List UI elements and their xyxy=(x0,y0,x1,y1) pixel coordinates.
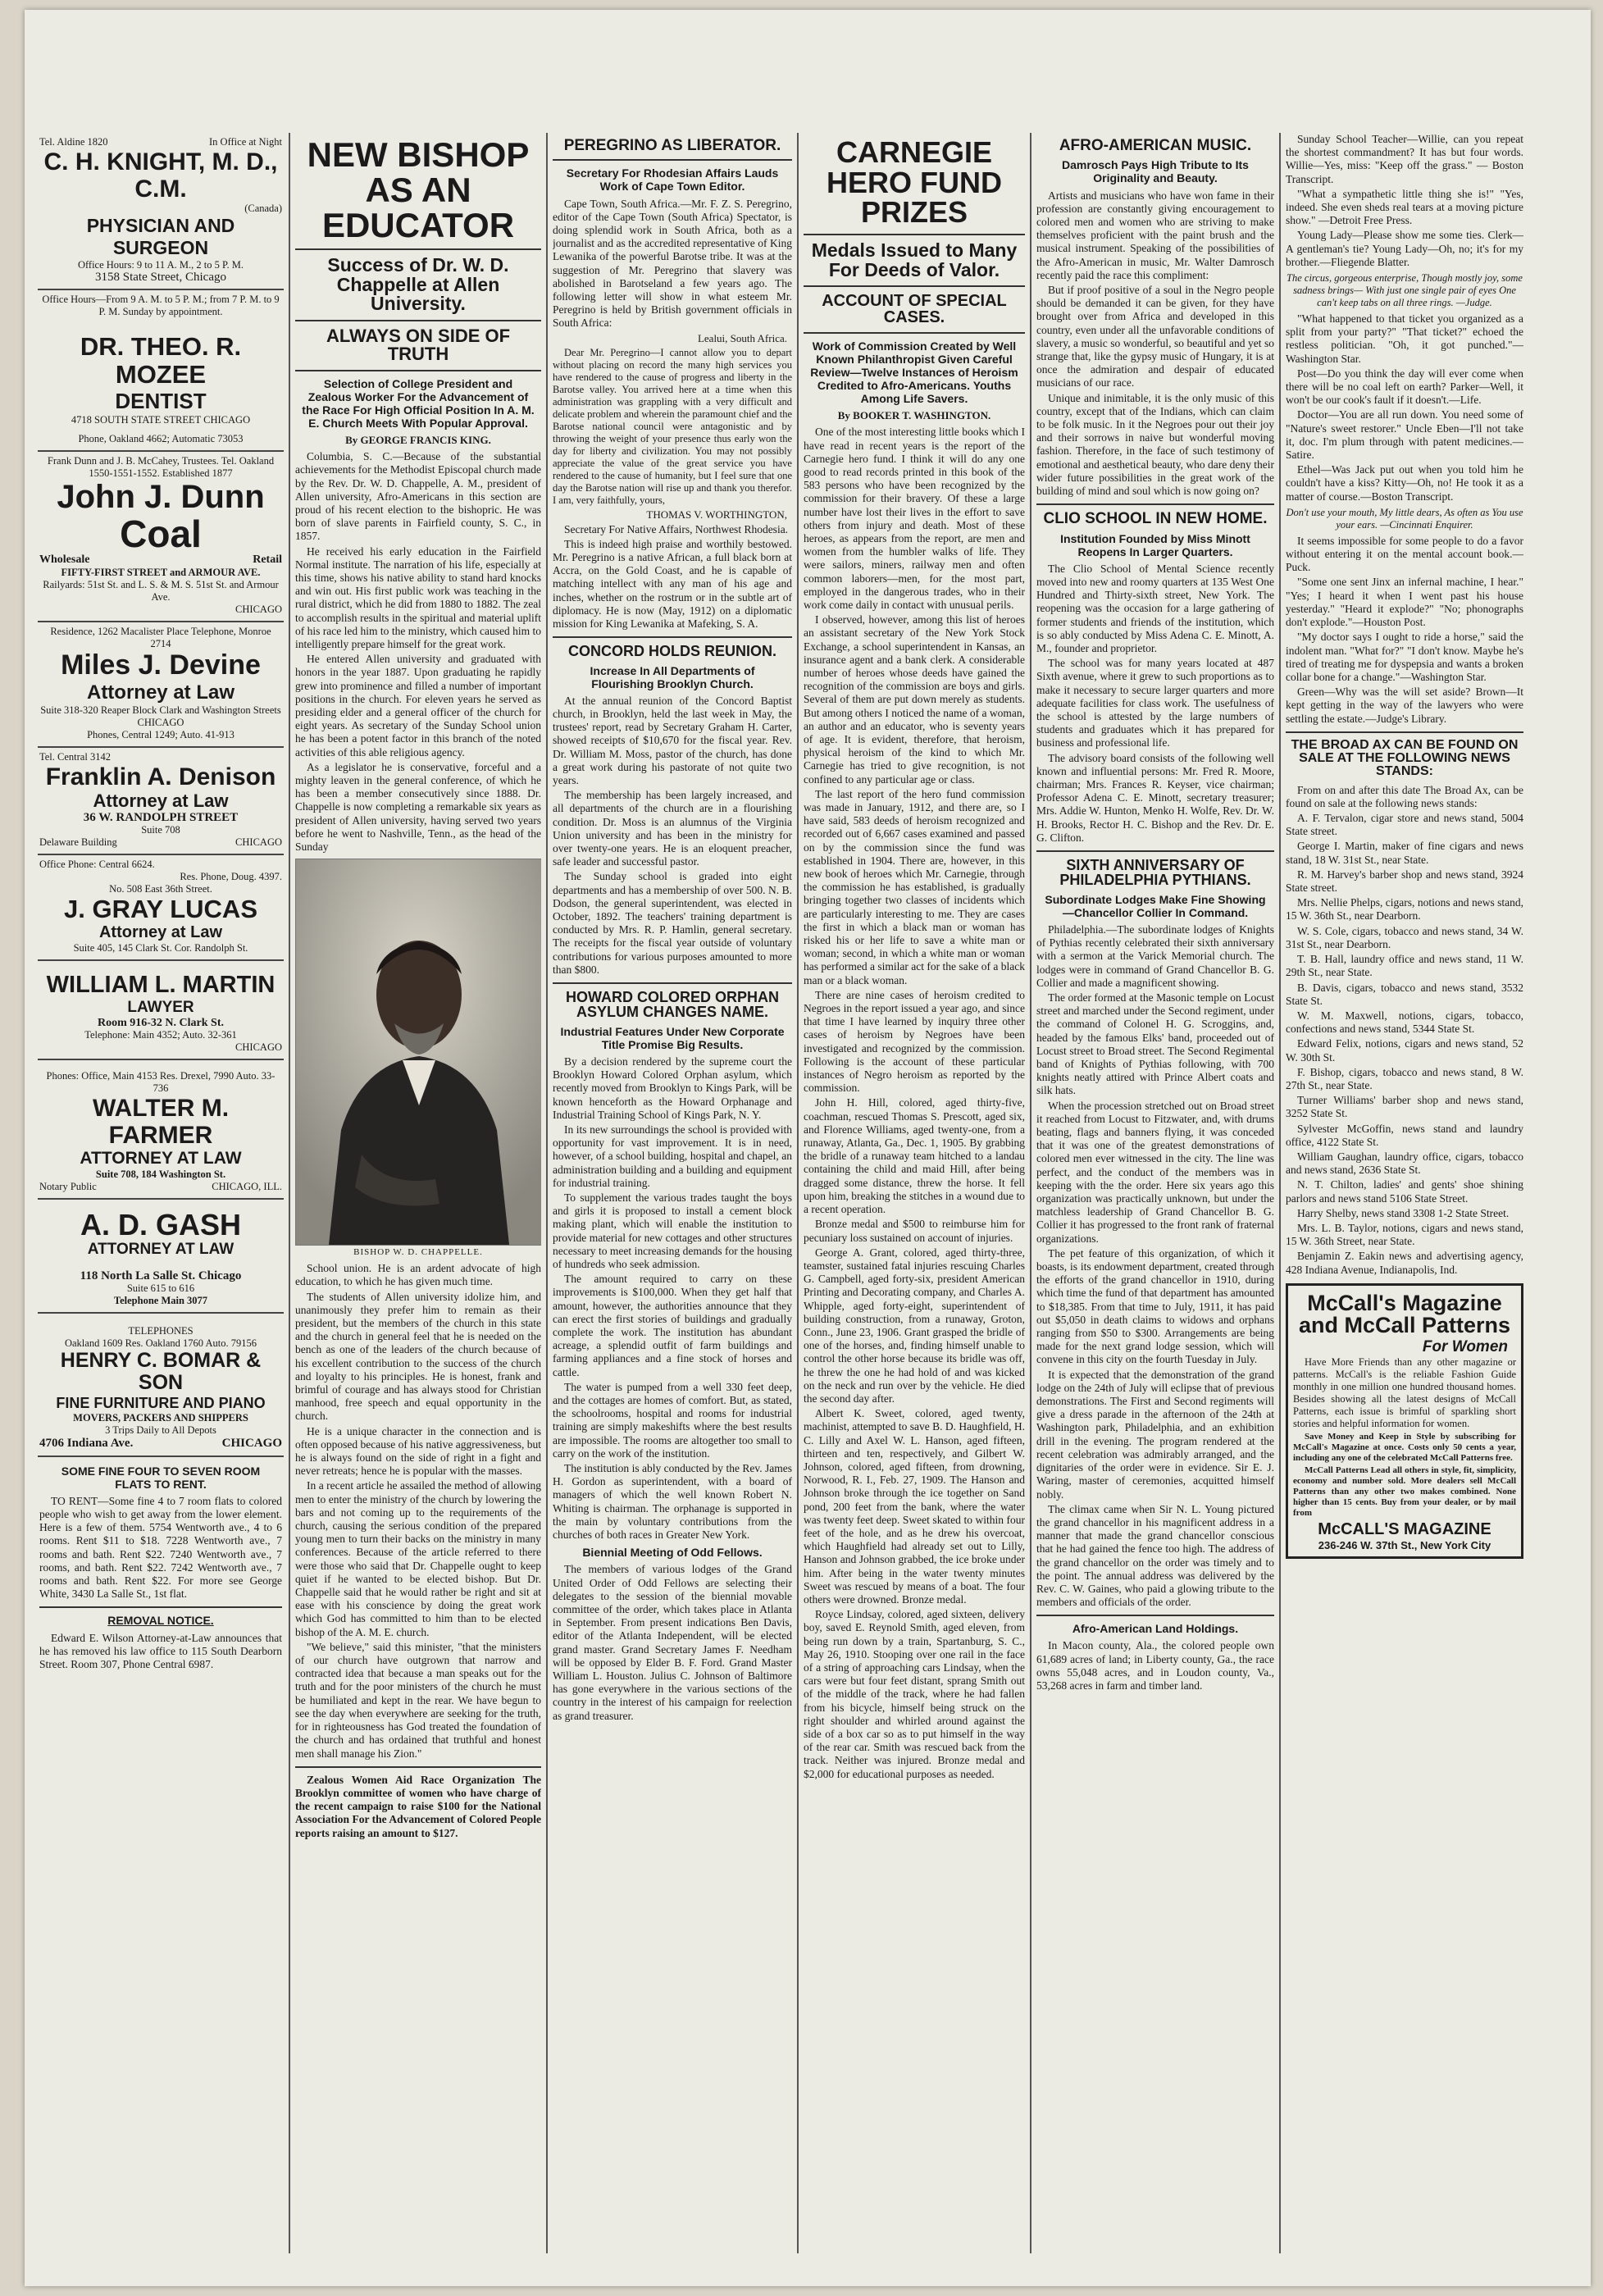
land-holdings-body: In Macon county, Ala., the colored people own 61,689 acres of land; in Liberty county, Ga., the race owns 55,048 acres, and in Loudon county, Va., 53,268 acres in farm and timber land. xyxy=(1036,1639,1274,1692)
joke-5: Post—Do you think the day will ever come when there will be no coal left on earth? Parker—Well, it won't be our cook's fault if it doesn't.—Life. xyxy=(1286,367,1523,407)
pythians-p1: Philadelphia.—The subordinate lodges of Knights of Pythias recently celebrated their sixth anniversary with a sermon at the Varick Memorial church. The lodges were in command of Grand Chancellor B. G. Collier and made a magnificent showing. xyxy=(1036,922,1274,989)
mozee-phone: Phone, Oakland 4662; Automatic 73053 xyxy=(78,433,244,445)
pythians-deck: Subordinate Lodges Make Fine Showing—Chancellor Collier In Command. xyxy=(1045,892,1266,919)
news-stand-item: Sylvester McGoffin, news stand and laundry office, 4122 State St. xyxy=(1286,1122,1523,1148)
carnegie-p9: Royce Lindsay, colored, aged sixteen, delivery boy, saved E. Reynold Smith, aged eleven, from being run down by a train, Spartanburg, S. C., May 26, 1910. Stooping over one rail in the face of a string of approaching cars Lindsay, when the cars were but four feet distant, sprang Smith out of the middle of the track, where he had fallen from his bicycle, himself being struck on the right shoulder and whirled around against the side of a box car so as to put himself in the way of the rear car. Smith was rescued back from the track. Neither was injured. Bronze medal and $2,000 for educational purposes as needed. xyxy=(804,1608,1025,1780)
martin-addr: Room 916-32 N. Clark St. xyxy=(98,1016,224,1029)
news-stand-list xyxy=(1286,812,1523,1277)
devine-phones: Phones, Central 1249; Auto. 41-913 xyxy=(87,728,235,740)
newspaper-page xyxy=(25,10,1591,2286)
bishop-deck: Selection of College President and Zealous Worker For the Advancement of the Race For High Official Position In A. M. E. Church Meets With Popular Approval. xyxy=(302,376,535,430)
gash-name: A. D. GASH xyxy=(80,1207,241,1241)
peregrino-p1: Cape Town, South Africa.—Mr. F. Z. S. Peregrino, editor of the Cape Town (South Africa) Spectator, is doing splendid work in South Africa, both as a journalist and as the accredited representative of King Lewanika of the powerful Barotse tribe. It was at the suggestion of Mr. Peregrino that slavery was abolished in Barotseland a few years ago. The following letter will show in what esteem Mr. Peregrino is held by British government officials in South Africa: xyxy=(553,197,792,330)
gash-suite: Suite 615 to 616 xyxy=(126,1282,195,1294)
martin-tel: Telephone: Main 4352; Auto. 32-361 xyxy=(84,1028,237,1041)
carnegie-p6: Bronze medal and $500 to reimburse him for pecuniary loss sustained on account of injuries. xyxy=(804,1218,1025,1244)
concord-headline: CONCORD HOLDS REUNION. xyxy=(567,643,776,660)
peregrino-p2: This is indeed high praise and worthily bestowed. Mr. Peregrino is a native African, a full black born at Accra, on the Gold Coast, and he is capable of matching intellect with any man of his age and inches, whether on the rostrum or in the subtle art of diplomacy. He is now (May, 1912) on a diplomatic mission for King Lewanika at Mafeking, S. A. xyxy=(553,537,792,631)
bishop-p5: School union. He is an ardent advocate of high education, to which he has given much time. xyxy=(295,1262,541,1288)
dunn-addr: FIFTY-FIRST STREET and ARMOUR AVE. xyxy=(61,567,261,579)
pythians-p5: It is expected that the demonstration of the grand lodge on the 24th of July will eclipse that of previous demonstrations. The First and Second regiments will give a dress parade in the afternoon of the 24th at Washington park, Philadelphia, and an exhibition drill in the evening. The program rendered at the recent celebration was admirably arranged, and the dignitaries of the order were in evidence. Sir E. J. Waring, master of ceremonies, acquitted himself nobly. xyxy=(1036,1368,1274,1501)
knight-addr: 3158 State Street, Chicago xyxy=(95,271,226,284)
bomar-daily: 3 Trips Daily to All Depots xyxy=(105,1424,216,1436)
bomar-sub: MOVERS, PACKERS AND SHIPPERS xyxy=(73,1411,248,1424)
bishop-caption: BISHOP W. D. CHAPPELLE. xyxy=(353,1247,483,1258)
ads-column xyxy=(38,133,284,2253)
knight-name: C. H. KNIGHT, M. D., C.M. xyxy=(43,148,278,203)
bishop-subhead2: ALWAYS ON SIDE OF TRUTH xyxy=(326,325,511,365)
odd-fellows-body: The members of various lodges of the Grand United Order of Odd Fellows are selecting their delegates to the session of the biennial movable committee of the order, which takes place in Atlanta in September. From present indications Ben Davis, editor of the Atlanta Independent, will be elected grand master. Grand Secretary James F. Needham will be opposed by Elder B. F. Ford. Grand Master William L. Houston. Julius C. Johnson of Baltimore has gone everywhere in the various sections of the country in the interest of his campaign for reelection as grand treasurer. xyxy=(553,1563,792,1722)
news-stand-item: R. M. Harvey's barber shop and news stand, 3924 State street. xyxy=(1286,868,1523,895)
news-stand-item: T. B. Hall, laundry office and news stand, 11 W. 29th St., near State. xyxy=(1286,953,1523,979)
devine-addr: Suite 318-320 Reaper Block Clark and Washington Streets CHICAGO xyxy=(40,704,281,728)
joke-8: It seems impossible for some people to do a favor without entering it on the mental account book.—Puck. xyxy=(1286,534,1523,574)
bomar-nums: Oakland 1609 Res. Oakland 1760 Auto. 79156 xyxy=(64,1337,257,1349)
concord-p2: The membership has been largely increased, and all departments of the church are in a flourishing condition. Dr. Moss is an alumnus of the Virginia Union university and has been in the ministry for over twenty-one years. He is an eloquent preacher, safe leader and successful pastor. xyxy=(553,789,792,868)
bishop-p9: "We believe," said this minister, "that the ministers of our church have outgrown that narrow and contracted idea that because a man speaks out for the truth and for the poor ministers of the church he must be humiliated and kept in the rear. We have begun to see the day when everywhere are seeking for the truth, for in righteousness has God treated the foundation of the church and has ordained that truthful and honest men shall manage his Zion." xyxy=(295,1640,541,1760)
dunn-coal: Coal xyxy=(120,512,202,556)
news-stand-item: W. S. Cole, cigars, tobacco and news stand, 34 W. 31st St., near Dearborn. xyxy=(1286,924,1523,950)
mozee-ad xyxy=(38,290,284,452)
bomar-tel: TELEPHONES xyxy=(128,1324,194,1337)
joke-3: Young Lady—Please show me some ties. Clerk—A gentleman's tie? Young Lady—Oh, no; it's for my brother.—Fliegende Blatter. xyxy=(1286,229,1523,268)
mozee-hours: Office Hours—From 9 A. M. to 5 P. M.; from 7 P. M. to 9 P. M. Sunday by appointment. xyxy=(42,294,280,317)
dunn-wholesale: Wholesale xyxy=(39,554,90,567)
lucas-phone: Office Phone: Central 6624. xyxy=(39,858,155,870)
farmer-phones: Phones: Office, Main 4153 Res. Drexel, 7990 Auto. 33-736 xyxy=(46,1069,276,1094)
dunn-retail: Retail xyxy=(253,554,282,567)
news-stand-item: A. F. Tervalon, cigar store and news stand, 5004 State street. xyxy=(1286,812,1523,838)
clio-p2: The school was for many years located at 487 Sixth avenue, where it grew to such proportions as to make it necessary to secure larger quarters and more adequate facilities for class work. The usefulness of the school is attested by the large numbers of students and graduates which it has prepared for business and professional life. xyxy=(1036,657,1274,749)
denison-bldg: Delaware Building xyxy=(39,836,117,848)
bishop-byline: By GEORGE FRANCIS KING. xyxy=(345,434,491,447)
bomar-city: CHICAGO xyxy=(221,1436,282,1450)
martin-city: CHICAGO xyxy=(235,1041,282,1053)
news-stand-item: W. M. Maxwell, notions, cigars, tobacco, confections and news stand, 5344 State St. xyxy=(1286,1009,1523,1036)
pythians-headline: SIXTH ANNIVERSARY OF PHILADELPHIA PYTHIANS. xyxy=(1059,857,1251,889)
pythians-p6: The climax came when Sir N. L. Young pictured the grand chancellor in his magnificent address in a manner that made the grand chancellor conscious that he had gained the fence too high. The address of the grand chancellor on the order was timely and to the point. The annual address was delivered by the Rev. C. W. Gaines, who paid a glowing tribute to the members and officials of the order. xyxy=(1036,1502,1274,1609)
bomar-title: FINE FURNITURE AND PIANO xyxy=(56,1394,266,1411)
music-p3: Unique and inimitable, it is the only music of this country, except that of the Indians, which can claim to be folk music. In it the Negroes pour out their joy and their sorrows in naive but wonderful moving fashion. Therefore, in the face of such testimony of emotional and aesthetical beauty, who dare deny their wider future possibilities in the great work of the building of mind and soul which is now going on? xyxy=(1036,391,1274,498)
peregrino-sig2: Secretary For Native Affairs, Northwest Rhodesia. xyxy=(564,522,789,535)
pythians-p3: When the procession stretched out on Broad street it reached from Locust to Fitzwater, and, with drums beating, flags and banners flying, it was conceded that it was one of the greatest demonstrations of colored men ever witnessed in the city. The line was perfect, and the conduct of the members was in keeping with the the order. Here six years ago this organization was practically unknown, but under the matchless leadership of Grand Chancellor B. G. Collier it has progressed to the front rank of fraternal organizations. xyxy=(1036,1099,1274,1245)
news-stand-item: Edward Felix, notions, cigars and news stand, 52 W. 30th St. xyxy=(1286,1037,1523,1064)
news-stand-item: Mrs. L. B. Taylor, notions, cigars and news stand, 15 W. 36th Street, near State. xyxy=(1286,1221,1523,1248)
bishop-p1: Columbia, S. C.—Because of the substantial achievements for the Methodist Episcopal church made by the Rev. Dr. W. D. Chappelle, A. M., president of Allen university, Afro-Americans in this section are proud of his recent election to the bishopric. He was born of slave parents in Fairfield county, S. C., in 1857. xyxy=(295,450,541,543)
devine-ad xyxy=(38,622,284,747)
orphan-p3: To supplement the various trades taught the boys and girls it is proposed to install a cement block making plant, which will enable the institution to provide material for new cottages and other structures necessary to meet increasing demands for the housing of hundreds who seek admission. xyxy=(553,1191,792,1270)
gash-tel: Telephone Main 3077 xyxy=(113,1294,208,1306)
carnegie-p5: John H. Hill, colored, aged thirty-five, coachman, rescued Thomas S. Prescott, aged six, and Florence Williams, aged twenty-one, from a runaway, Atlanta, Ga., Dec. 1, 1905. By grabbing the bridle of a runaway team hitched to a landau containing the child and maid Hill, after being dragged some distance, threw the horse. It fell upon him, breaking the stitches in a wound due to a recent operation. xyxy=(804,1096,1025,1216)
clio-headline: CLIO SCHOOL IN NEW HOME. xyxy=(1043,510,1268,528)
gash-ad xyxy=(38,1200,284,1314)
flats-head: SOME FINE FOUR TO SEVEN ROOM FLATS TO RENT. xyxy=(61,1464,261,1491)
knight-hours: Office Hours: 9 to 11 A. M., 2 to 5 P. M. xyxy=(77,259,244,271)
bishop-headline: NEW BISHOP AS AN EDUCATOR xyxy=(307,135,530,244)
farmer-title: ATTORNEY AT LAW xyxy=(80,1148,242,1168)
news-stand-item: F. Bishop, cigars, tobacco and news stand, 8 W. 27th St., near State. xyxy=(1286,1065,1523,1091)
martin-name: WILLIAM L. MARTIN xyxy=(46,971,276,998)
denison-tel: Tel. Central 3142 xyxy=(39,750,111,763)
knight-office: In Office at Night xyxy=(209,136,282,148)
dunn-rail: Railyards: 51st St. and L. S. & M. S. 51st St. and Armour Ave. xyxy=(43,579,279,604)
mozee-name: DR. THEO. R. MOZEE xyxy=(80,332,242,390)
martin-ad xyxy=(38,961,284,1060)
devine-title: Attorney at Law xyxy=(86,681,235,704)
denison-suite: Suite 708 xyxy=(141,823,180,836)
bishop-p4: As a legislator he is conservative, forceful and a mighty leaven in the general conference, of which he has been a member consecutively since 1888. Dr. Chappelle is now completing a remarkable six years as president of Allen university, having served two years before he went to Nashville, Tenn., as the head of the Sunday xyxy=(295,760,541,853)
farmer-city: CHICAGO, ILL. xyxy=(212,1180,282,1192)
knight-canada: (Canada) xyxy=(244,203,282,214)
carnegie-p3: The last report of the hero fund commission was made in January, 1912, and there are, so I have said, 583 deeds of heroism recognized and recorded out of 6,667 cases examined and passed on by the commission since the fund was established in 1904. There are, however, in this new book of heroes which Mr. Carnegie, through the commission he has established, is gradually bringing together two classes of incidents which are particularly interesting to me. They are cases the first in which a black man or woman has risked his or her life to save a white man or woman; second, in which a white man or woman has performed a similar act for the sake of a black man or a black woman. xyxy=(804,787,1025,986)
mozee-addr: 4718 SOUTH STATE STREET CHICAGO xyxy=(71,414,251,426)
carnegie-subhead: Medals Issued to Many For Deeds of Valor. xyxy=(811,239,1018,280)
mccall-addr: 236-246 W. 37th St., New York City xyxy=(1318,1539,1491,1552)
joke-10: "My doctor says I ought to ride a horse," said the indolent man. "What for?" "I don't know. Maybe he's tired of treating me for dyspepsia and wants a broken collar bone for a change."—Washington Star. xyxy=(1286,631,1523,683)
bishop-subhead: Success of Dr. W. D. Chappelle at Allen University. xyxy=(327,254,509,315)
mccall-p1: Have More Friends than any other magazine or patterns. McCall's is the reliable Fashion Guide monthly in one million one hundred thousand homes. Besides showing all the latest designs of McCall Patterns, each issue is brimful of sparkling short stories and helpful information for women. xyxy=(1293,1356,1516,1430)
concord-p1: At the annual reunion of the Concord Baptist church, in Brooklyn, held the last week in May, the trustees' report, read by Secretary Graham H. Carter, showed receipts of $10,670 for the fiscal year. Rev. Dr. William M. Moss, pastor of the church, has done a great work during his pastorate of not quite two years. xyxy=(553,694,792,786)
news-stand-item: Benjamin Z. Eakin news and advertising agency, 428 Indiana Avenue, Indianapolis, Ind. xyxy=(1286,1250,1523,1276)
mccall-p2: Save Money and Keep in Style by subscribing for McCall's Magazine at once. Costs only 50 cents a year, including any one of the celebrated McCall Patterns free. xyxy=(1293,1432,1516,1464)
farmer-name: WALTER M. FARMER xyxy=(92,1094,230,1149)
bishop-p2: He received his early education in the Fairfield Normal institute. The narration of his life, especially at this time, shows his native ability to stand hard knocks and win out. His first public work was teaching in the rural district, which he did from 1880 to 1882. The zeal to accomplish results in the spiritual and material uplift of his race led him to the ministry, which caused him to intelligently prepare himself for the great work. xyxy=(295,544,541,650)
clio-deck: Institution Founded by Miss Minott Reopens In Larger Quarters. xyxy=(1060,531,1250,558)
removal-head: REMOVAL NOTICE. xyxy=(107,1614,214,1628)
concord-deck: Increase In All Departments of Flourishing Brooklyn Church. xyxy=(590,663,755,690)
carnegie-headline: CARNEGIE HERO FUND PRIZES xyxy=(827,135,1002,230)
orphan-p2: In its new surroundings the school is provided with opportunity for vast improvement. It is in need, however, of a school building, hospital and chapel, an administration building and a building and equipment for industrial training. xyxy=(553,1123,792,1189)
peregrino-column xyxy=(553,133,792,2253)
orphan-headline: HOWARD COLORED ORPHAN ASYLUM CHANGES NAME. xyxy=(566,989,779,1021)
devine-name: Miles J. Devine xyxy=(61,649,261,681)
dunn-ad xyxy=(38,452,284,622)
joke-9: "Some one sent Jinx an infernal machine, I hear." "Yes; I heard it when I went past his house yesterday." "Heard it explode?" "No; phonographs don't explode."—Houston Post. xyxy=(1286,576,1523,629)
removal-body: Edward E. Wilson Attorney-at-Law announces that he has removed his law office to 115 South Dearborn Street. Room 307, Phone Central 6987. xyxy=(39,1631,282,1670)
carnegie-p7: George A. Grant, colored, aged thirty-three, teamster, sustained fatal injuries rescuing Charles G. Campbell, aged forty-six, president American Printing and Decorating company, and Charles A. Whipple, aged forty-eight, superintendent of building construction, from a runaway, Groton, Conn., June 23, 1906. Grant grasped the bridle of one of the horses, and, finding himself unable to control the other horse because its bridle was off, he threw the one he had hold of and was kicked on the neck and run over by the vehicle. He died the second day after. xyxy=(804,1246,1025,1405)
news-stand-item: William Gaughan, laundry office, cigars, tobacco and news stand, 2636 State St. xyxy=(1286,1150,1523,1177)
mozee-title: DENTIST xyxy=(115,389,207,414)
pythians-p2: The order formed at the Masonic temple on Locust street and marched under the Second regiment, under the command of Colonel H. G. Scroggins, and, headed by the famous Elks' band, proceeded out of Locust street to Broad street. The Second Regimental band of Knights of Pythias following, with 700 knights neatly attired with Prince Albert coats and silk hats. xyxy=(1036,991,1274,1097)
orphan-p1: By a decision rendered by the supreme court the Brooklyn Howard Colored Orphan asylum, which recently moved from Brooklyn to Kings Park, will be known henceforth as the Howard Orphanage and Industrial Training School of Kings Park, N. Y. xyxy=(553,1055,792,1121)
lucas-title: Attorney at Law xyxy=(98,922,223,941)
denison-addr: 36 W. RANDOLPH STREET xyxy=(83,810,239,824)
mccall-headline: McCall's Magazine and McCall Patterns xyxy=(1298,1290,1511,1338)
devine-res: Residence, 1262 Macalister Place Telephone, Monroe 2714 xyxy=(50,626,271,650)
flats-ad xyxy=(38,1457,284,1677)
carnegie-byline: By BOOKER T. WASHINGTON. xyxy=(837,409,991,422)
music-p1: Artists and musicians who have won fame in their profession are constantly giving encouragement to colored men and women who are striving to make themselves proficient with the paint brush and the musical instrument. Speaking of the possibilities of the Afro-American in music, Mr. Walter Damrosch recently paid the race this compliment: xyxy=(1036,189,1274,281)
music-deck: Damrosch Pays High Tribute to Its Originality and Beauty. xyxy=(1062,158,1249,185)
dunn-trustees: Frank Dunn and J. B. McCahey, Trustees. Tel. Oakland 1550-1551-1552. Established 1877 xyxy=(47,455,275,480)
news-stand-item: Harry Shelby, news stand 3308 1-2 State Street. xyxy=(1297,1206,1510,1219)
broadax-headline: THE BROAD AX CAN BE FOUND ON SALE AT THE FOLLOWING NEWS STANDS: xyxy=(1291,737,1519,779)
bomar-ad xyxy=(38,1314,284,1457)
joke-7: Ethel—Was Jack put out when you told him he couldn't have a kiss? Kitty—Oh, no! He took it as a matter of course.—Boston Transcript. xyxy=(1286,463,1523,503)
bishop-portrait xyxy=(295,859,541,1246)
lucas-res: Res. Phone, Doug. 4397. xyxy=(180,870,282,882)
carnegie-p8: Albert K. Sweet, colored, aged twenty, machinist, attempted to save B. D. Haughfield, H. C. Lilly and Axel W. L. Hanson, aged fifteen, thirteen and ten, respectively, and Gilbert W. Johnson, colored, aged fifteen, from drowning, Norwood, R. I., Feb. 27, 1909. The Hanson and Johnson broke through the ice together on Sand pond, 200 feet from the bank, where the water was twenty feet deep. Sweet skated to within four feet of the hole, and as he drew his overcoat, which Haughfield had already set out to Lilly, Hanson and Johnson grabbed, the ice broke under him. After being in the water twenty minutes Sweet was rescued by means of a boat. The four others were drowned. Bronze medal. xyxy=(804,1407,1025,1606)
farmer-suite: Suite 708, 184 Washington St. xyxy=(95,1168,226,1180)
carnegie-p1: One of the most interesting little books which I have read in recent years is the report of the Carnegie hero fund. I think it will do any one good to read records printed in this book of the 583 persons who have been recognized by the commission for their bravery. Of these a large number have lost their lives in the effort to save others from injury and death. Most of these heroes, as appears from the report, are men and women from the humbler walks of life. They were sailors, miners, railway men and often common laborers—men, for the most part, employed in the dangerous trades, who in their work come daily in contact with unusual perils. xyxy=(804,426,1025,611)
orphan-deck: Industrial Features Under New Corporate Title Promise Big Results. xyxy=(560,1024,785,1051)
joke-11: Green—Why was the will set aside? Brown—It kept getting in the way of the lawyers who were settling the estate.—Judge's Library. xyxy=(1286,686,1523,725)
music-column xyxy=(1036,133,1274,2253)
orphan-p4: The amount required to carry on these improvements is $100,000. When they get half that amount, however, the authorities announce that they can erect the first stories of buildings and gradually complete the work. The institution has abundant acreage, a splendid outfit of farm buildings and farming appliances and a fine stock of horses and cattle. xyxy=(553,1273,792,1378)
flats-body: TO RENT—Some fine 4 to 7 room flats to colored people who wish to get away from the lower element. Here is a few of them. 5754 Wentworth ave., 4 to 6 rooms. Rent $11 to $18. 7228 Wentworth ave., 7 rooms and bath. Rent $22. 7240 Wentworth ave., 7 rooms, and bath. Rent $22. 7242 Wentworth ave., 7 rooms and bath. Rent $22. For more see George White, 3430 La Salle St., 1st flat. xyxy=(39,1494,282,1601)
joke-2: "What a sympathetic little thing she is!" "Yes, indeed. She even sheds real tears at a moving picture show." —Detroit Free Press. xyxy=(1286,187,1523,227)
bishop-p3: He entered Allen university and graduated with honors in the year 1887. Upon graduating he rapidly grew into prominence and filled a number of important positions in the church. For eleven years he served as presiding elder and a general officer of the church for eight years. As secretary of the Sunday School union he has been a potent factor in this branch of the noted activities of this able religious agency. xyxy=(295,653,541,758)
peregrino-headline: PEREGRINO AS LIBERATOR. xyxy=(563,137,781,154)
carnegie-subhead2: ACCOUNT OF SPECIAL CASES. xyxy=(822,292,1007,327)
music-headline: AFRO-AMERICAN MUSIC. xyxy=(1059,137,1252,154)
farmer-notary: Notary Public xyxy=(39,1180,97,1192)
mccall-p3: McCall Patterns Lead all others in style, fit, simplicity, economy and number sold. More dealers sell McCall Patterns than any other two makes combined. None higher than 15 cents. Buy from your dealer, or by mail from xyxy=(1293,1465,1516,1519)
mccall-name: McCALL'S MAGAZINE xyxy=(1318,1520,1491,1539)
lucas-name: J. GRAY LUCAS xyxy=(63,894,257,923)
bishop-p8: In a recent article he assailed the method of allowing men to enter the ministry of the church by lowering the bars and not coming up to the requirements of the church, causing the serious condition of the prepared young men to turn their backs on the ministry in many conferences. Because of the article referred to there were those who said that Dr. Chappelle ought to keep quiet if he wanted to be elected bishop. But Dr. Chappelle said that he would rather be right and sit at ease with his conscience by doing the great work which God has committed to him than to be elected bishop of the A. M. E. church. xyxy=(295,1479,541,1638)
dunn-name: John J. Dunn xyxy=(57,479,265,516)
farmer-ad xyxy=(38,1060,284,1200)
poem-circus: The circus, gorgeous enterprise, Though mostly joy, some sadness brings— With just one single pair of eyes One can't keep tabs on all three rings. —Judge. xyxy=(1286,272,1523,309)
denison-city: CHICAGO xyxy=(235,836,282,848)
martin-title: LAWYER xyxy=(127,998,194,1016)
poem-mouth: Don't use your mouth, My little dears, As often as You use your ears. —Cincinnati Enquirer. xyxy=(1286,506,1523,531)
dunn-city: CHICAGO xyxy=(235,604,282,616)
bomar-name: HENRY C. BOMAR & SON xyxy=(60,1348,262,1395)
misc-column xyxy=(1286,133,1523,2253)
bishop-p7: He is a unique character in the connection and is often opposed because of his native aggressiveness, but he is always found on the side of right in a fight and never retreats; hence he is popular with the masses. xyxy=(295,1424,541,1478)
orphan-p5: The water is pumped from a well 330 feet deep, and the cottages are homes of comfort. But, as stated, the schoolrooms, hospital and rooms for industrial training are simply makeshifts where the best results are impossible. The rooms are altogether too small to carry on the work of the institution. xyxy=(553,1380,792,1460)
carnegie-p4: There are nine cases of heroism credited to Negroes in the report issued a year ago, and since that time I have learned by inquiry three other cases of heroism by Negroes have been investigated and recognized by the commission. Following is the account of these particular instances of Negro heroism as reported by the commission. xyxy=(804,988,1025,1095)
lucas-addr: Suite 405, 145 Clark St. Cor. Randolph St. xyxy=(73,941,248,954)
joke-1: Sunday School Teacher—Willie, can you repeat the shortest commandment? It has but four words. Willie—Yes, miss: "Keep off the grass." — Boston Transcript. xyxy=(1286,133,1523,185)
lucas-addr0: No. 508 East 36th Street. xyxy=(109,882,212,895)
news-stand-item: Mrs. Nellie Phelps, cigars, notions and news stand, 15 W. 36th St., near Dearborn. xyxy=(1286,896,1523,922)
joke-6: Doctor—You are all run down. You need some of "Nature's sweet restorer." Uncle Eben—I'll not take it, doc. I'm plum through with patent medicines.—Satire. xyxy=(1286,408,1523,462)
music-p2: But if proof positive of a soul in the Negro people should be demanded it can be given, for they have brought over from Africa and developed in this country, even under all the unfavorable conditions of slavery, a music so wonderful, so beautiful and yet so strange that, like the gypsy music of Hungary, it is at once the admiration and despair of educated musicians of our race. xyxy=(1036,283,1274,390)
lucas-ad xyxy=(38,855,284,961)
peregrino-dateline: Lealui, South Africa. xyxy=(697,331,787,344)
denison-title: Attorney at Law xyxy=(93,790,229,811)
mccall-ad xyxy=(1286,1283,1523,1559)
bishop-p6: The students of Allen university idolize him, and unanimously they prefer him to remain as their president, but the members of the church in this state and the church in general feel that he is needed on the bench as one of the leaders of the church because of his excellent contribution to the success of the church and loyalty to his principles. He is honest, frank and brimful of courage and has always stood for Christian manhood, free speech and equal opportunity in the church. xyxy=(295,1290,541,1423)
carnegie-column xyxy=(804,133,1025,2253)
gash-addr: 118 North La Salle St. Chicago xyxy=(80,1269,242,1282)
bomar-addr: 4706 Indiana Ave. xyxy=(39,1436,134,1450)
odd-fellows-head: Biennial Meeting of Odd Fellows. xyxy=(582,1546,763,1560)
clio-p1: The Clio School of Mental Science recently moved into new and roomy quarters at 135 West One Hundred and Thirty-sixth street, New York. The reopening was the occasion for a large gathering of former students and friends of the institution, which is so ably conducted by Miss Adena C. E. Minott, A. M., founder and proprietor. xyxy=(1036,562,1274,655)
broadax-intro: From on and after this date The Broad Ax, can be found on sale at the following news stands: xyxy=(1286,783,1523,809)
news-stand-item: Turner Williams' barber shop and news stand, 3252 State St. xyxy=(1286,1094,1523,1120)
zealous-women-item: Zealous Women Aid Race Organization The Brooklyn committee of women who have charge of the recent campaign to raise $100 for the National Association For the Advancement of Colored People reports raising an amount to $127. xyxy=(295,1773,541,1839)
joke-4: "What happened to that ticket you organized as a split from your party?" "That ticket?" echoed the restless politician. "Oh, it got punched."—Washington Star. xyxy=(1286,312,1523,365)
peregrino-sig1: THOMAS V. WORTHINGTON, xyxy=(646,508,787,521)
news-stand-item: B. Davis, cigars, tobacco and news stand, 3532 State St. xyxy=(1286,981,1523,1007)
clio-p3: The advisory board consists of the following well known and influential persons: Mr. Fred R. Moore, chairman; Mrs. Frances R. Keyser, vice chairman; Professor Adena C. E. Minott, secretary treasurer; Mrs. Addie W. Hunton, Menko H. Wolfe, Rev. Dr. W. H. Brooks, Rector H. C. Bishop and the Rev. Dr. E. G. Clifton. xyxy=(1036,751,1274,844)
denison-ad xyxy=(38,748,284,855)
gash-title: ATTORNEY AT LAW xyxy=(87,1240,235,1258)
bishop-column xyxy=(295,133,541,2253)
news-stand-item: N. T. Chilton, ladies' and gents' shoe shining parlors and news stand 5106 State Street. xyxy=(1286,1178,1523,1205)
pythians-p4: The pet feature of this organization, of which it boasts, is its endowment department, created through the efforts of the grand chancellor in 1910, during which time the fund of that department has amounted to $18,385. From that time to July, 1911, it has paid out $5,050 in death claims to widows and orphans ranging from $50 to $300. Arrangements are being made for the next grand lodge session, which will convene in this city on the fourth Tuesday in July. xyxy=(1036,1246,1274,1366)
mccall-subhead: For Women xyxy=(1422,1337,1508,1355)
denison-name: Franklin A. Denison xyxy=(45,763,276,790)
orphan-p6: The institution is ably conducted by the Rev. James H. Gordon as superintendent, with a board of managers of which the well known Robert N. Whiting is chairman. The orphanage is supported in the main by voluntary contributions from the churches of both races in Greater New York. xyxy=(553,1462,792,1542)
carnegie-p2: I observed, however, among this list of heroes an assistant secretary of the New York Stock Exchange, a school superintendent in Kansas, an insurance agent and a bank clerk. A considerable number of heroes whose deeds have gained the recognition of the commission are boys and girls. Several of them are put down merely as students. But among others I noticed the name of a woman, an author and an educator, who is seventy years of age. It is evident, therefore, that heroism, physical heroism of the kind to which Mr. Carnegie has tried to give recognition, is not confined to any particular age or class. xyxy=(804,613,1025,786)
land-holdings-head: Afro-American Land Holdings. xyxy=(1072,1622,1239,1636)
carnegie-deck: Work of Commission Created by Well Known Philanthropist Given Careful Review—Twelve Instances of Heroism Credited to Afro-Americans. Youths Among Life Savers. xyxy=(810,339,1018,406)
peregrino-letter: Dear Mr. Peregrino—I cannot allow you to depart without placing on record the many high services you have rendered to the cause of progress and liberty in the Barotse valley. You arrived here at a time when this administration was grappling with a very difficult and delicate problem and wherein the paramount chief and the Barotse national council were antagonistic and by throwing the weight of your presence thus early won the day for liberty and civilization. You may not possibly appreciate the value of the great service you have rendered to the cause of humanity, but I feel sure that one day the Barotse nation will rise up and thank you therefor. I am, very faithfully, yours, xyxy=(553,346,792,506)
concord-p3: The Sunday school is graded into eight departments and has a membership of over 500. N. B. Dodson, the general superintendent, was elected in October, 1892. The teachers' training department is conducted by Mrs. R. P. Hamlin, general secretary. The receipts for the fiscal year outside of voluntary contributions for various purposes amounted to more than $800. xyxy=(553,870,792,976)
news-stand-item: George I. Martin, maker of fine cigars and news stand, 18 W. 31st St., near State. xyxy=(1286,840,1523,866)
knight-title: PHYSICIAN AND SURGEON xyxy=(86,215,235,258)
knight-tel: Tel. Aldine 1820 xyxy=(39,136,108,148)
knight-ad xyxy=(38,133,284,290)
peregrino-deck: Secretary For Rhodesian Affairs Lauds Work of Cape Town Editor. xyxy=(566,166,779,194)
